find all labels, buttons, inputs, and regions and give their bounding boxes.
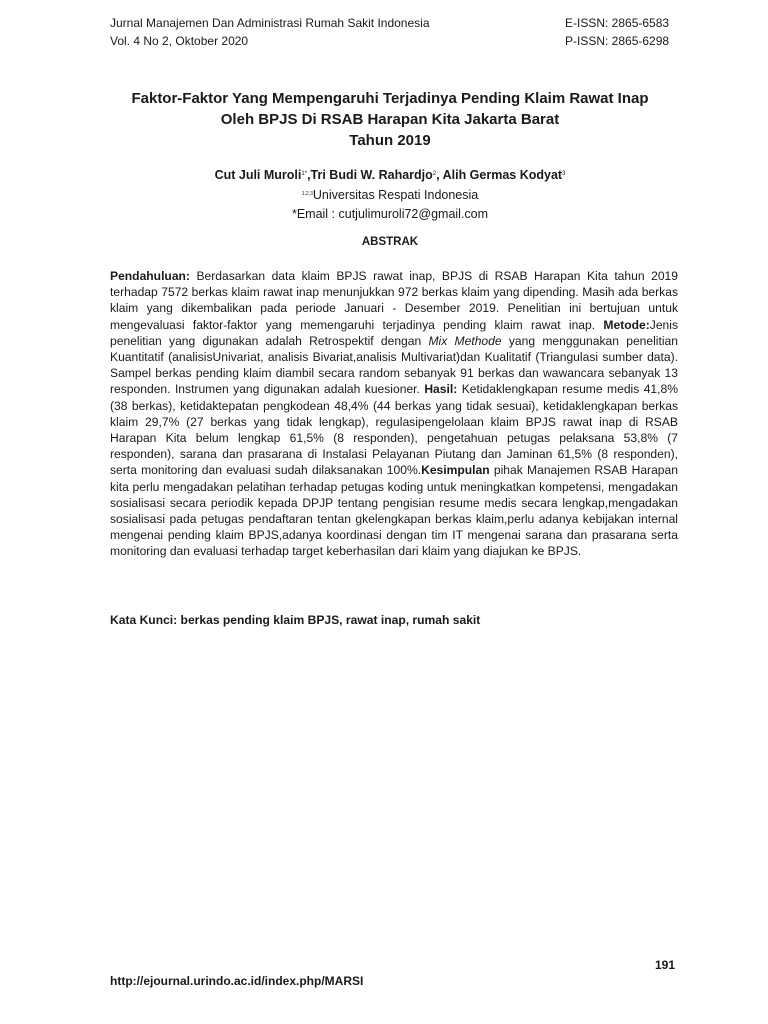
conclusion-text: pihak Manajemen RSAB Harapan kita perlu mengadakan pelatihan terhadap petugas koding untuk meningkatkan kompetensi, mengadakan sosialisasi secara periodik kepada DPJP tentang pengisian resume medis secara lengkap,mengadakan sosialisasi pada petugas pendaftaran tentan gkelengkapan berkas klaim,perlu adanya kebijakan internal mengenai pending klaim BPJS,adanya koordinasi dengan tim IT mengenai sarana dan prasarana serta monitoring dan evaluasi terhadap target keberhasilan dari klaim yang diajukan ke BPJS.	[110, 463, 678, 559]
author-1: Cut Juli Muroli	[214, 168, 302, 182]
affiliation-name: Universitas Respati Indonesia	[312, 188, 479, 202]
conclusion-label: Kesimpulan	[421, 463, 490, 478]
volume-issue: Vol. 4 No 2, Oktober 2020	[110, 34, 249, 48]
keywords: Kata Kunci: berkas pending klaim BPJS, rawat inap, rumah sakit	[110, 613, 481, 627]
method-italic: Mix Methode	[428, 333, 502, 348]
page-number: 191	[655, 958, 676, 972]
intro-text: Berdasarkan data klaim BPJS rawat inap, BPJS di RSAB Harapan Kita tahun 2019 terhadap 7572 berkas klaim rawat inap menunjukkan 972 berkas klaim yang dipending. Masih ada berkas klaim yang dikembalikan pada periode Januari - Desember 2019. Penelitian ini bertujuan untuk mengevaluasi faktor-faktor yang memengaruhi terjadinya pending klaim rawat inap.	[110, 269, 678, 332]
title-line-1: Faktor-Faktor Yang Mempengaruhi Terjadinya Pending Klaim Rawat Inap	[131, 90, 649, 107]
title-line-2: Oleh BPJS Di RSAB Harapan Kita Jakarta Barat	[220, 111, 560, 128]
author-3-mark: 3	[562, 171, 566, 177]
abstract-body	[110, 268, 678, 560]
author-names	[100, 165, 680, 185]
author-2: ,Tri Budi W. Rahardjo	[307, 168, 433, 182]
eissn: E-ISSN: 2865-6583	[565, 16, 670, 30]
method-text-b: yang menggunakan penelitian Kuantitatif (analisisUnivariat, analisis Bivariat,analisis Multivariat)dan Kualitatif (Triangulasi sumber data). Sampel berkas pending klaim diambil secara random sebanyak 91 berkas dan wawancara sebanyak 13 responden. Instrumen yang digunakan adalah kuesioner.	[110, 333, 678, 397]
footer-url: http://ejournal.urindo.ac.id/index.php/MARSI	[110, 974, 364, 988]
title-line-3: Tahun 2019	[349, 132, 431, 149]
result-label: Hasil:	[424, 382, 458, 397]
affiliation	[100, 185, 680, 205]
affiliation-mark: 1,2,3	[301, 191, 313, 197]
author-3: , Alih Germas Kodyat	[436, 168, 563, 182]
author-block	[100, 165, 680, 224]
author-1-mark: 1*	[301, 171, 308, 177]
method-label: Metode:	[603, 317, 650, 332]
method-text-a: Jenis penelitian yang digunakan adalah Retrospektif dengan	[110, 317, 678, 348]
contact-email: *Email : cutjulimuroli72@gmail.com	[291, 207, 489, 221]
abstract-heading: ABSTRAK	[361, 236, 419, 248]
author-2-mark: 2	[432, 171, 437, 177]
intro-label: Pendahuluan:	[110, 269, 190, 283]
journal-name: Jurnal Manajemen Dan Administrasi Rumah Sakit Indonesia	[110, 16, 430, 30]
result-text: Ketidaklengkapan resume medis 41,8% (38 berkas), ketidaktepatan pengkodean 48,4% (44 berkas yang tidak sesuai), ketidaklengkapan berkas klaim 29,7% (27 berkas yang tidak lengkap), regulasipengelolaan klaim BPJS rawat inap di RSAB Harapan Kita belum lengkap 61,5% (8 responden), pengetahuan petugas pelaksana 53,8% (7 responden), sarana dan prasarana di Instalasi Pelayanan Piutang dan Jaminan 61,5% (8 responden), serta monitoring dan evaluasi sudah dilaksanakan 100%.	[110, 382, 678, 478]
pissn: P-ISSN: 2865-6298	[565, 34, 670, 48]
paper-title	[100, 88, 680, 151]
